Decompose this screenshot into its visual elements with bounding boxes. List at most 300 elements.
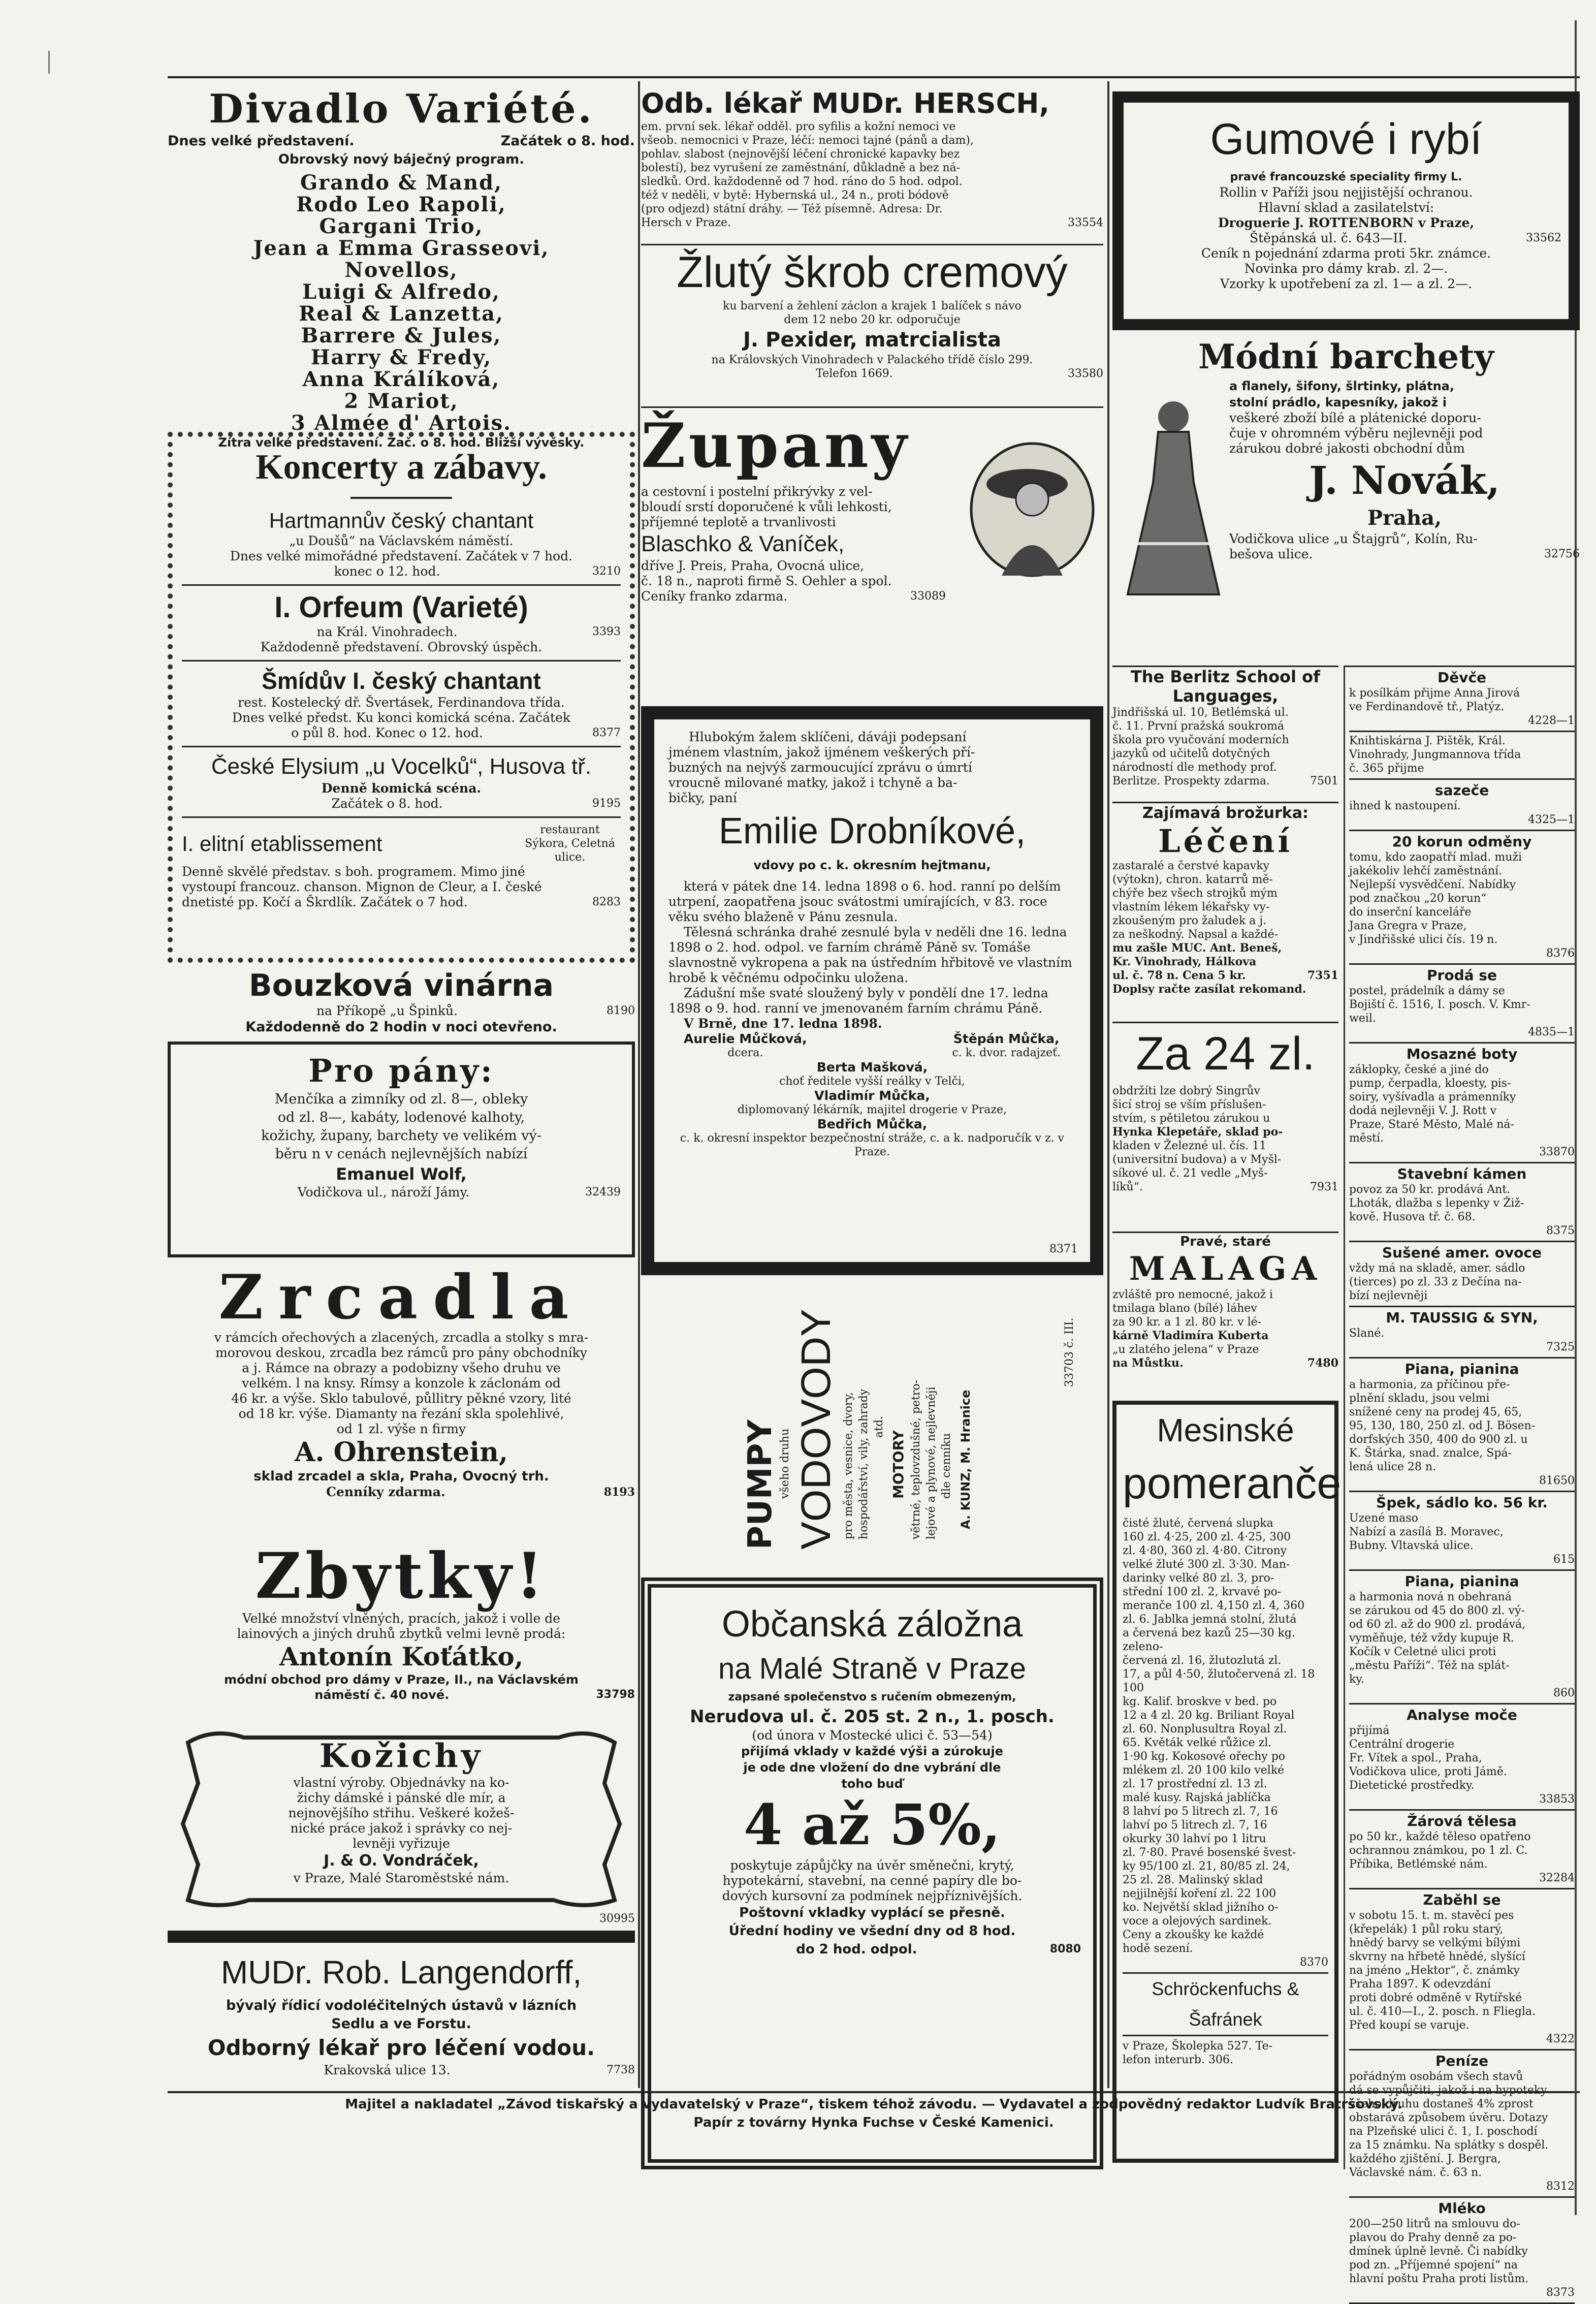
mesinske-line: čisté žluté, červená slupka [1123,1517,1273,1530]
zbytky-name: Antonín Koťátko, [279,1642,524,1671]
zrcadla-addr: sklad zrcadel a skla, Praha, Ovocný trh. [253,1469,549,1484]
zupany-l5: č. 18 n., naproti firmě S. Oehler a spol. [641,574,892,588]
classified-line: záklopky, české a jiné do [1349,1063,1489,1076]
classified-ad [1349,1163,1575,1242]
classified-line: Nejlepší vysvědčení. Nabídky [1349,878,1516,891]
malaga-l6: na Můstku. [1112,1356,1184,1370]
zupany-l1: a cestovní i postelní přikrývky z vel- [641,484,873,499]
classified-title: Analyse moče [1407,1707,1517,1723]
mesinske-line: 12 a 4 zl. 20 kg. Briliant Royal [1123,1709,1295,1722]
ad-pumpy [641,1285,1103,1570]
parte-num: 8371 [1049,1243,1078,1255]
classified-ad [1349,1307,1575,1359]
langendorff-l2: Sedlu a ve Forstu. [331,2016,471,2032]
classified-line: Kočík v Celetné ulici proti [1349,1646,1496,1658]
classified-line: snížené ceny na prodej 45, 65, [1349,1406,1522,1418]
zrcadla-l2: morovou deskou, zrcadla bez rámců pro pány obchodníky [215,1345,587,1360]
classified-line: ochrannou známkou, po 1 zl. C. [1349,1844,1528,1857]
classified-line: od 60 zl. až do 900 zl. prodává, [1349,1618,1526,1631]
classified-title: Piana, pianina [1405,1573,1519,1590]
classified-ad [1349,1242,1575,1307]
classified-line: obstarává způsobem úvěru. Dotazy [1349,2111,1548,2124]
classified-line: v sobotu 15. t. m. stavěcí pes [1349,1909,1514,1922]
parte-sig2: Štěpán Můčka, [953,1031,1060,1046]
classified-number: 8375 [1546,1224,1575,1237]
malaga-l2: tmilaga blano (bílé) láhev [1112,1302,1257,1315]
classified-ad [1349,2198,1575,2304]
classified-title: M. TAUSSIG & SYN, [1386,1309,1538,1326]
col3-right-subcolumn [1344,666,1575,2299]
barchety-name: J. Novák, [1309,458,1500,503]
malaga-l4: kárně Vladimíra Kuberta [1112,1329,1269,1342]
za24-l7: síkové ul. č. 21 vedle „Myš- [1112,1167,1268,1180]
pumpy-t3: VODOVODY [793,1309,839,1550]
classified-line: plavou do Prahy denně za po- [1349,2231,1517,2244]
berlitz-num: 7501 [1310,775,1338,787]
brozurka-l1: zastaralé a čerstvé kapavky [1112,860,1270,872]
mesinske-line: malé kusy. Rajská jablíčka [1123,1791,1271,1804]
ad-footer: Zítra velké představení. Zač. o 8. hod. Bližší vývěsky. [218,435,585,450]
elitni-title: I. elitní etablissement [182,831,382,856]
classified-line: hnědý barvy se velkými bílými [1349,1937,1521,1949]
classified-line: Fr. Vítek a spol., Praha, [1349,1752,1482,1764]
ad-title: Divadlo Variété. [209,86,594,132]
classified-number: 7325 [1546,1341,1575,1353]
barchety-l4: čuje v ohromném výběru nejlevněji pod [1229,426,1483,440]
pro-pany-l1: Menčíka a zimníky od zl. 8—, obleky [274,1091,528,1107]
kozichy-content [168,1722,635,1886]
za24-l8-row [1112,1180,1338,1194]
pumpy-num: 33703 č. III. [1063,1317,1076,1387]
brozurka-title: Zajímavá brožurka: [1142,804,1308,822]
classified-number: 860 [1553,1687,1575,1699]
ad-za24 [1112,1022,1338,1232]
berlitz-l5: národností dle methody prof. [1112,761,1277,774]
classified-line: hlavní poštu Praha proti listům. [1349,2273,1529,2285]
classified-title: Mléko [1438,2200,1486,2217]
subtitle-row [168,132,635,150]
barchety-num: 32756 [1544,548,1580,560]
elysium-l2-text: Začátek o 8. hod. [331,796,443,811]
pumpy-l6: lejové a plynové, nejlevněji [925,1386,938,1539]
berlitz-l2: č. 11. První pražská soukromá [1112,720,1285,733]
classified-line: ky. [1349,1673,1364,1686]
orfeum-l2: Každodenně představení. Obrovský úspěch. [260,640,542,654]
mesinske-line: voce a olejových sardinek. [1123,1915,1272,1928]
ad-title: Za 24 zl. [1136,1028,1315,1080]
za24-l8: líků“. [1112,1181,1143,1193]
mesinske-line: zl. 60. Nonplusultra Royal zl. [1123,1723,1287,1735]
classified-ad [1349,965,1575,1044]
classified-line: do inserční kanceláře [1349,906,1472,919]
classified-ad [1349,780,1575,831]
parte-sig4: Vladimír Můčka, [814,1088,930,1103]
classified-line: Knihtiskárna J. Pištěk, Král. [1349,735,1506,747]
orfeum-l1-text: na Král. Vinohradech. [316,624,458,639]
classified-ad [1349,1571,1575,1705]
classified-line: Nabízí a zasílá B. Moravec, [1349,1526,1504,1538]
mesinske-line: kg. Kalif. broskve v bed. po [1123,1695,1277,1708]
parte-sig1: Aurelie Můčková, [684,1031,807,1046]
pro-pany-addr-text: Vodičkova ul., nároží Jámy. [297,1185,470,1200]
mesinske-line: Ceny a zkoušky ke každé [1123,1929,1264,1941]
classified-line: pořádným osobám všech stavů [1349,2070,1523,2083]
hartmann-l2: Dnes velké mimořádné představení. Začátek v 7 hod. [230,549,573,563]
skrob-l2: dem 12 nebo 20 kr. odporučuje [784,313,961,326]
classified-line: Václavské nám. č. 63 n. [1349,2166,1482,2179]
classified-line: jakékoliv lehčí zaměstnání. [1349,865,1503,877]
zrcadla-l4: velkém. l na knsy. Rímsy a konzole k záclonám od [242,1376,561,1391]
act-item: Anna Králíková, [302,367,500,391]
malaga-l6-row [1112,1356,1338,1370]
hersch-l7: (pro odjezd) státní dráhy. — Též písemně. Adresa: Dr. [641,203,943,215]
parte-sig5: Bedřich Můčka, [817,1117,928,1131]
brozurka-l7: mu zašle MUC. Ant. Beneš, [1112,941,1282,955]
orfeum-title: I. Orfeum (Varieté) [274,591,528,624]
ad-title: Módní barchety [1198,337,1494,376]
hersch-l1: em. první sek. lékař odděl. pro syfilis a kožní nemoci ve [641,120,956,133]
divider [182,746,621,747]
mesinske-line: 8 lahví po 5 litrech zl. 7, 16 [1123,1805,1278,1818]
act-item: Luigi & Alfredo, [302,280,501,304]
elysium-num: 9195 [592,797,621,810]
column-rule-2 [1107,81,1109,2088]
gumove-l7: Novinka pro dámy krab. zl. 2—. [1244,261,1448,276]
lady-portrait-illustration [966,438,1098,581]
classified-line: na Plzeňské ulici č. 1, I. poschodí [1349,2125,1538,2138]
elitni-l2: vystoupí francouz. chanson. Mignon de Cleur, a I. české [182,879,542,894]
classified-line: Centrální drogerie [1349,1738,1455,1751]
skrob-name: J. Pexider, matrcialista [743,328,1001,352]
zrcadla-foot-row [168,1485,635,1500]
zupany-num: 33089 [910,590,946,603]
ad-hersch [641,87,1103,240]
za24-l4: Hynka Klepetáře, sklad po- [1112,1125,1283,1139]
zalozna-l12: do 2 hod. odpol. [796,1942,917,1957]
barchety-l2: stolní prádlo, kapesníky, jakož i [1229,395,1447,409]
zbytky-l4-row [168,1687,635,1702]
zrcadla-num: 8193 [603,1486,635,1499]
elitni-title-row [182,823,621,864]
classified-line: bízí nejlevněji [1349,1289,1428,1302]
ad-skrob [641,244,1103,403]
barchety-l1: a flanely, šifony, šlrtinky, plátna, [1229,379,1454,393]
classified-title: sazeče [1434,782,1489,799]
classified-line: Praha 1897. K odevzdání [1349,1978,1491,1991]
brozurka-l6: za neškodný. Napsal a každé- [1112,928,1279,941]
zbytky-l4: náměstí č. 40 nové. [314,1688,450,1702]
zalozna-l10: Poštovní vkladky vyplácí se přesně. [739,1905,1005,1920]
zalozna-l7: poskytuje zápůjčky na úvěr směnečni, krytý, [730,1858,1014,1873]
classified-title: Žárová tělesa [1407,1813,1517,1829]
zalozna-l2: Nerudova ul. č. 205 st. 2 n., 1. posch. [690,1707,1055,1727]
classified-line: č. 365 přijme [1349,762,1424,775]
bouzkova-l2: Každodenně do 2 hodin v noci otevřeno. [245,1019,557,1035]
pro-pany-addr [182,1185,621,1200]
classified-line: Bubny. Vltavská ulice. [1349,1539,1474,1552]
hersch-l8: Hersch v Praze. [641,216,731,229]
classified-line: (tierces) po zl. 33 z Dečína na- [1349,1276,1522,1288]
classified-line: všeho druhu dostaneš 4% zprost [1349,2098,1534,2110]
mesinske-num: 8370 [1300,1956,1328,1969]
classified-line: Bojiští č. 1516, I. posch. V. Kmr- [1349,998,1530,1011]
langendorff-l3: Odborný lékař pro léčení vodou. [207,2035,595,2060]
act-item: Rodo Leo Rapoli, [296,193,506,216]
za24-l5: kladen v Železné ul. čís. 11 [1112,1140,1267,1152]
smidu-l3-text: o půl 8. hod. Konec o 12. hod. [291,725,483,740]
hersch-l2: všeob. nemocnici v Praze, léčí: nemoci tajné (pánů a dam), [641,134,974,147]
ad-berlitz [1112,667,1338,802]
classified-title: Mosazné boty [1406,1046,1518,1062]
kozichy-name: J. & O. Vondráček, [324,1852,479,1870]
kozichy-l2: žichy dámské i pánské dle mír, a [297,1790,506,1805]
barchety-city: Praha, [1367,506,1442,530]
classified-number: 32284 [1539,1872,1575,1884]
ad-title: Bouzková vinárna [248,968,554,1003]
mesinske-line: 17, a půl 4·50, žlutočervená zl. 18 100 [1123,1668,1315,1694]
act-item: Gargani Trio, [319,214,484,238]
gumove-l5: Štěpánská ul. č. 643—II. [1249,231,1408,245]
classified-line: Vinohrady, Jungmannova třída [1349,748,1521,761]
classified-line: postel, prádelník a dámy se [1349,985,1505,997]
ad-zalozna [641,1577,1103,2169]
classified-line: tomu, kdo zaopatří mlad. muži [1349,851,1522,864]
ad-title: Kožichy [319,1737,484,1775]
mesinske-line: zl. 7·80. Pravé bosenské švest- [1123,1846,1296,1859]
divider [350,497,452,499]
skrob-l3: na Královských Vinohradech v Palackého třídě číslo 299. [711,354,1033,366]
barchety-l7-row [1229,547,1580,562]
gumove-l1: pravé francouzské speciality firmy L. [1230,171,1462,183]
za24-l3: stvím, s pětiletou zárukou u [1112,1112,1270,1125]
mesinske-line: velké žluté 300 zl. 3·30. Man- [1123,1558,1290,1571]
classified-line: Jana Gregra v Praze, [1349,920,1467,932]
mesinske-line: 1·90 kg. Kokosové ořechy po [1123,1750,1286,1763]
classified-line: Uzené maso [1349,1512,1418,1525]
zrcadla-l7: od 1 zl. výše n firmy [336,1422,466,1436]
mesinske-line: okurky 30 lahví po 1 litru [1123,1833,1266,1845]
zupany-l2: bloudí srstí doporučené k vůli lehkosti, [641,499,892,514]
zupany-l4: dříve J. Preis, Praha, Ovocná ulice, [641,558,865,573]
orfeum-num: 3393 [592,625,621,638]
pro-pany-name: Emanuel Wolf, [336,1164,467,1184]
classified-line: k posílkám přijme Anna Jirová [1349,687,1520,700]
zalozna-l6: toho buď [841,1777,903,1791]
barchety-l7: bešova ulice. [1229,547,1313,561]
classified-line: a harmonia nová n obehraná [1349,1591,1512,1603]
berlitz-l1: Jindřišská ul. 10, Betlémská ul. [1112,706,1289,719]
zrcadla-l1: v rámcích ořechových a zlacených, zrcadla a stolky s mra- [214,1330,589,1345]
malaga-l5: „u zlatého jelena“ v Praze [1112,1343,1259,1356]
classified-line: dorfských 350, 400 do 900 zl. u [1349,1433,1528,1446]
classified-line: pump, čerpadla, kloesty, pis- [1349,1077,1511,1090]
pumpy-name: A. KUNZ, M. Hranice [959,1390,973,1529]
mesinske-line: hodě sezení. [1123,1942,1193,1955]
classified-title: Zaběhl se [1423,1891,1501,1908]
mesinske-line: lahví po 5 litrech zl. 7, 16 [1123,1819,1267,1832]
elitni-l3-text: dnetisté pp. Kočí a Škrdlík. Začátek o 7 hod. [182,895,468,909]
ad-divadlo-variete [168,86,635,450]
za24-num: 7931 [1310,1181,1338,1193]
skrob-l4-row [641,367,1103,381]
classified-line: Lhoták, dlažba s lepenky v Žiž- [1349,1197,1524,1210]
top-rule [168,76,1580,78]
classified-line: Před koupí se varuje. [1349,2019,1470,2032]
classified-line: „městu Paříži“. Též na splát- [1349,1659,1510,1672]
zalozna-l12-row [663,1940,1081,1959]
ad-mesinske [1112,1401,1342,2163]
ad-barchety [1112,335,1580,660]
skrob-l4: Telefon 1669. [816,367,893,380]
classified-line: Příbika, Betlémské nám. [1349,1858,1488,1871]
parte-sig3b: choť ředitele vyšší reálky v Telči, [779,1075,965,1088]
divider [182,816,621,818]
classified-line: soiry, vyšívadla a prámenníky [1349,1091,1516,1103]
zalozna-l8: hypotekární, stavební, na cenné papíry dle bo- [722,1873,1022,1888]
classified-ad [1349,667,1575,732]
hartmann-l3-text: konec o 12. hod. [334,564,440,579]
ad-zrcadla [168,1261,635,1534]
classified-line: dodá nejlevněji V. J. Rott v [1349,1104,1497,1117]
ad-title: Gumové i rybí [1210,115,1482,164]
mesinske-t1: Mesinské [1157,1412,1294,1448]
elysium-title: České Elysium „u Vocelků“, Husova tř. [211,754,592,779]
pumpy-l1: pro města, vesnice, dvory, [842,1392,855,1539]
ad-title: MUDr. Rob. Langendorff, [220,1954,582,1991]
ad-parte [641,706,1103,1275]
classified-line: na jméno „Hektor“, č. známky [1349,1964,1520,1977]
za24-l6: (universitní budova) a v Myšl- [1112,1153,1282,1166]
parte-l3: buzných na nejvýš zarmoucující zprávu o úmrtí [668,760,972,775]
classified-line: (křepelák) 1 půl roku starý, [1349,1923,1504,1936]
classified-line: městí. [1349,1132,1384,1145]
ad-brozurka [1112,802,1338,1022]
classified-line: 200—250 litrů na smlouvu do- [1349,2218,1520,2230]
pumpy-l5: větrné, teplovzdušné, petro- [910,1379,922,1539]
ad-title: Zrcadla [218,1261,584,1333]
mesinske-l32: lefon interurb. 306. [1123,2054,1233,2066]
bouzkova-num: 8190 [607,1004,635,1017]
mesinske-line: zl. 6. Jablka jemná stolní, žlutá [1123,1613,1297,1626]
pumpy-l2: hospodářství, vily, zahrady [857,1388,870,1539]
parte-sig2-block [952,1031,1061,1060]
hersch-l5: sledků. Ord. každodenně od 7 hod. ráno do 5 hod. odpol. [641,175,963,188]
classified-title: Děvče [1437,669,1487,686]
brozurka-l8: Kr. Vinohrady, Hálkova [1112,955,1257,968]
divider [182,660,621,661]
classified-line: kově. Husova tř. č. 68. [1349,1211,1476,1223]
classified-number: 8312 [1546,2180,1575,2193]
classified-ad [1349,831,1575,965]
lady-dress-illustration [1118,391,1229,605]
parte-name: Emilie Drobníkové, [718,811,1026,851]
berlitz-l3: škola pro vyučování moderních [1112,734,1289,746]
mesinske-line: zl. 17 prostřední zl. 13 zl. [1123,1778,1267,1790]
classified-ad [1349,1811,1575,1889]
barchety-l5: zárukou dobré jakosti obchodní dům [1229,441,1465,456]
elitni-l1: Denně skvělé představ. s boh. programem. Mimo jiné [182,864,525,879]
zalozna-title2: na Malé Straně v Praze [718,1652,1027,1685]
subtitle-left: Dnes velké představení. [168,133,355,149]
mesinske-line: a červená bez kazů 25—30 kg. zeleno- [1123,1627,1295,1653]
classified-title: Stavební kámen [1397,1165,1527,1182]
hartmann-l3 [182,564,621,579]
langendorff-l1: bývalý řídicí vodoléčitelných ústavů v lázních [226,1998,577,2013]
program-line: Obrovský nový báječný program. [278,152,525,167]
mesinske-line: červená zl. 16, žlutozlutá zl. [1123,1654,1282,1667]
mesinske-line: zl. 4·80, 360 zl. 4·80. Citrony [1123,1544,1287,1557]
berlitz-l6: Berlitze. Prospekty zdarma. [1112,775,1270,787]
elysium-l2 [182,796,621,811]
col3-left-subcolumn [1112,666,1342,2171]
page-footer [168,2095,1580,2132]
act-item: Novellos, [344,258,458,282]
brozurka-l10: Doplsy račte zasílat rekomand. [1112,983,1306,996]
zbytky-l2: lainových a jiných druhů zbytků velmi levně prodá: [237,1626,566,1641]
elitni-num: 8283 [592,896,621,908]
classified-line: ve Ferdinandově tř., Platýz. [1349,701,1505,713]
zalozna-rate: 4 až 5%, [743,1792,1001,1857]
classified-number: 615 [1553,1553,1575,1566]
classified-ad [1349,1705,1575,1811]
classified-line: se zárukou od 45 do 800 zl. vý- [1349,1604,1525,1617]
mesinske-line: meranče 100 zl. 4,150 zl. 4, 360 [1123,1599,1305,1612]
classified-line: Dietetické prostředky. [1349,1779,1475,1792]
divider [182,584,621,586]
classified-line: pod zn. „Příjemné spojení“ na [1349,2259,1518,2271]
mesinske-line: ky 95/100 zl. 21, 80/85 zl. 24, [1123,1860,1290,1873]
zalozna-title1: Občanská záložna [721,1604,1023,1645]
ad-title: Župany [641,410,910,482]
parte-l6: vdovy po c. k. okresním hejtmanu, [753,858,991,872]
gumove-l3: Hlavní sklad a zasilatelství: [1258,200,1434,215]
hersch-l8-row [641,216,1103,230]
smidu-title: Šmídův I. český chantant [262,668,541,694]
footer-l1: Majitel a nakladatel „Závod tiskařský a vydavatelský v Praze“, tiskem téhož závodu. — Vydavatel a zodpovědný redaktor Ludvík Bratršovský. [345,2097,1402,2112]
brozurka-l5: zkoušeným pro žaludek a j. [1112,914,1267,927]
zbytky-l1: Velké množství vlněných, pracích, jakož i volle de [242,1611,561,1626]
parte-l5: bičky, paní [668,791,737,805]
pumpy-t1: PUMPY [742,1419,779,1550]
classified-line: dmínek úplně levně. Či nabídky [1349,2245,1528,2258]
pro-pany-l4: běru n v cenách nejlevnějších nabízí [275,1146,528,1162]
ad-koncerty [168,432,635,963]
mesinske-line: darinky velké 80 zl. 3, pro- [1123,1572,1274,1585]
berlitz-l6-row [1112,774,1338,788]
parte-sig5b: c. k. okresní inspektor bezpečnostní stráže, c. a k. nadporučík v z. v Praze. [680,1132,1065,1158]
hartmann-title: Hartmannův český chantant [269,509,534,532]
parte-sig-row [668,1031,1076,1060]
hartmann-num: 3210 [592,565,621,578]
gumove-l5-row [1131,231,1561,246]
margin-mark-left [48,51,50,74]
classified-line: skvrny na hřbetě hnědé, slyšící [1349,1950,1525,1963]
parte-sig3: Berta Mašková, [816,1060,928,1075]
classified-number: 4325—1 [1528,813,1575,826]
pumpy-l4: MOTORY [890,1430,907,1499]
classified-title: Sušené amer. ovoce [1382,1244,1542,1261]
gumove-l6: Ceník n pojednání zdarma proti 5kr. známce. [1201,246,1491,261]
zupany-l6: Ceníky franko zdarma. [641,589,788,604]
gumove-l4: Droguerie J. ROTTENBORN v Praze, [1218,215,1475,230]
ad-langendorff [168,1931,635,2182]
classified-line: Slané. [1349,1327,1385,1340]
classified-line: v Jindřišské ulici čís. 19 n. [1349,933,1498,946]
classified-line: povoz za 50 kr. prodává Ant. [1349,1183,1511,1196]
mesinske-line: mlékem zl. 20 100 kilo velké [1123,1764,1285,1777]
kozichy-l5: levněji vyřizuje [353,1836,450,1851]
classified-number: 8376 [1546,947,1575,960]
